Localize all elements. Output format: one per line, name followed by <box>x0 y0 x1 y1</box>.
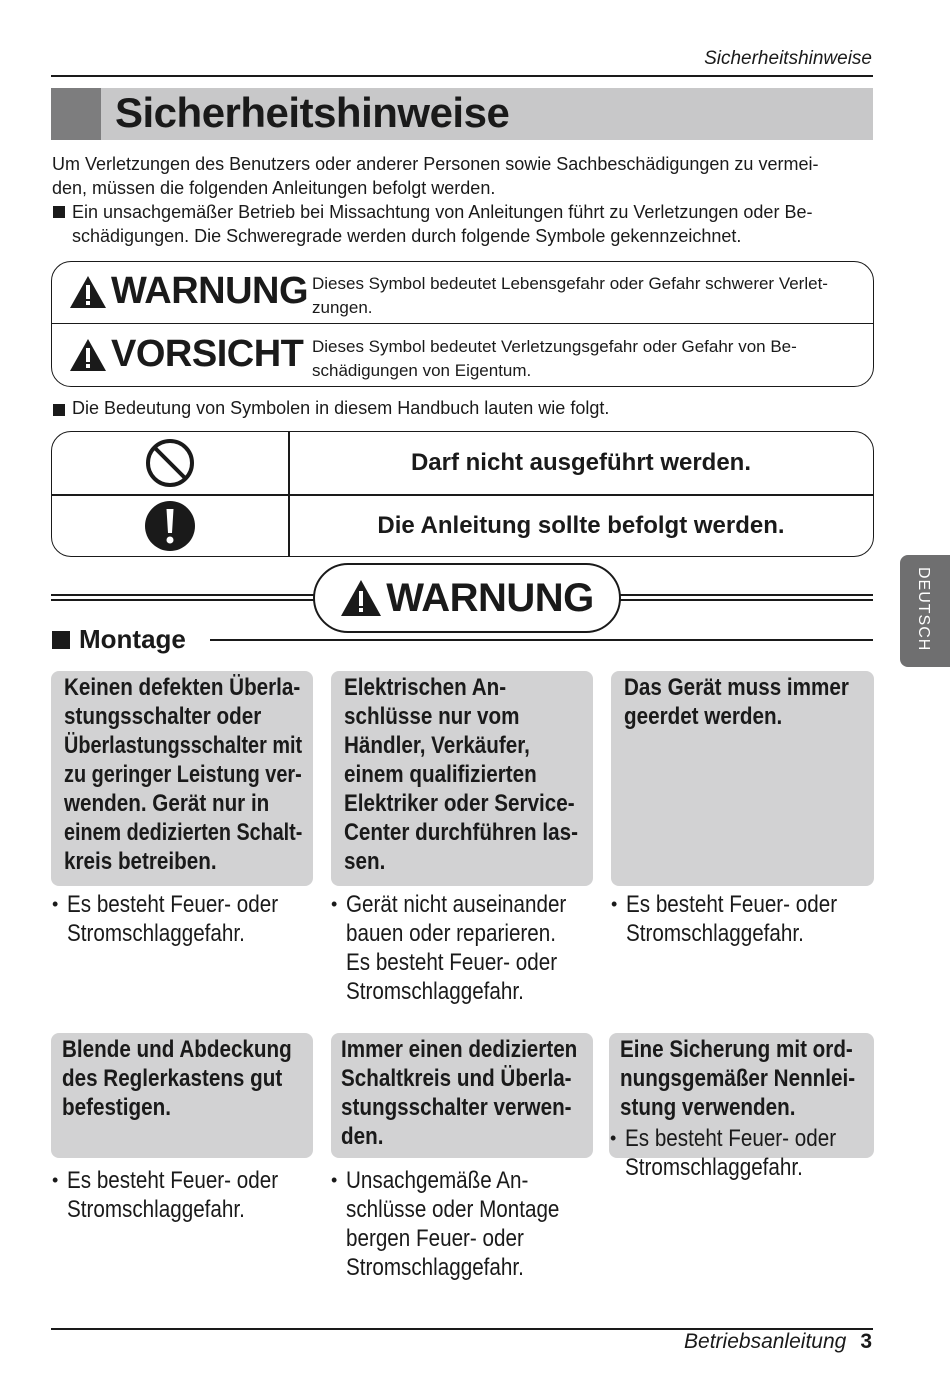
card-note-line: bauen oder reparieren. <box>346 920 556 947</box>
card-title-line: stungsschalter verwen- <box>341 1094 572 1121</box>
card-title-line: Überlastungsschalter mit <box>64 732 303 759</box>
card-note <box>52 1166 312 1224</box>
card-title-line: Händler, Verkäufer, <box>344 732 530 759</box>
symbols-intro-text: Die Bedeutung von Symbolen in diesem Handbuch lauten wie folgt. <box>72 398 610 418</box>
signal-description-line: Dieses Symbol bedeutet Lebensgefahr oder Gefahr schwerer Verlet- <box>312 274 828 293</box>
card-title-line: Eine Sicherung mit ord- <box>620 1036 853 1063</box>
card-note-line: Stromschlaggefahr. <box>67 1196 245 1223</box>
card-note-line: Stromschlaggefahr. <box>346 978 524 1005</box>
page-title: Sicherheitshinweise <box>115 89 510 136</box>
card-title-box <box>331 671 593 886</box>
signal-row-vorsicht <box>52 325 873 387</box>
card-note <box>52 890 312 948</box>
double-rule-right <box>619 594 873 601</box>
prohibition-icon <box>144 437 196 489</box>
warning-triangle-icon <box>340 579 382 617</box>
card-note-line: Stromschlaggefahr. <box>67 920 245 947</box>
intro-line-2: den, müssen die folgenden Anleitungen befolgt werden. <box>52 178 496 198</box>
card-title-line: wenden. Gerät nur in <box>64 790 270 817</box>
card-title-line: einem dedizierten Schalt- <box>64 819 303 846</box>
card-title-line: Blende und Abdeckung <box>62 1036 292 1063</box>
card-title-line: zu geringer Leistung ver- <box>64 761 302 788</box>
title-tab <box>51 88 101 140</box>
warning-banner <box>313 563 621 633</box>
card-note-line: Stromschlaggefahr. <box>625 1154 803 1181</box>
section-heading <box>52 624 186 655</box>
square-bullet-icon <box>53 206 65 218</box>
card-title-line: nungsgemäßer Nennlei- <box>620 1065 856 1092</box>
signal-description <box>312 272 855 320</box>
square-bullet-icon <box>52 631 70 649</box>
card-title-line: stung verwenden. <box>620 1094 796 1121</box>
card-title-line: schlüsse nur vom <box>344 703 520 730</box>
card-title-line: Elektrischen An- <box>344 674 507 701</box>
card-note-line: bergen Feuer- oder <box>346 1225 524 1252</box>
card-title-line: Keinen defekten Überla- <box>64 674 301 701</box>
card-title-line: Elektriker oder Service- <box>344 790 575 817</box>
signal-description-line: zungen. <box>312 298 373 317</box>
warning-triangle-icon <box>69 275 107 309</box>
signal-description <box>312 335 855 383</box>
card-note-line: • Es besteht Feuer- oder <box>625 1125 837 1152</box>
card-title-line: Schaltkreis und Überla- <box>341 1065 572 1092</box>
signal-description-line: schädigungen von Eigentum. <box>312 361 532 380</box>
signal-label <box>69 333 303 376</box>
language-tab-label: DEUTSCH <box>915 567 932 652</box>
signal-word-table <box>51 261 874 387</box>
card-title-box <box>51 1033 313 1158</box>
card-title-box <box>51 671 313 886</box>
card-title-box <box>611 671 874 886</box>
card-title-line: geerdet werden. <box>624 703 783 730</box>
card-note <box>331 890 602 1006</box>
signal-description-line: Dieses Symbol bedeutet Verletzungsgefahr oder Gefahr von Be- <box>312 337 797 356</box>
card-title-line: stungsschalter oder <box>64 703 262 730</box>
card-title-line: einem qualifizierten <box>344 761 537 788</box>
card-note-line: Stromschlaggefahr. <box>346 1254 524 1281</box>
card-title-line: den. <box>341 1123 384 1150</box>
signal-label-text: WARNUNG <box>111 270 309 312</box>
intro-line-1: Um Verletzungen des Benutzers oder anderer Personen sowie Sachbeschädigungen zu vermei- <box>52 154 819 174</box>
card-note-line: Stromschlaggefahr. <box>626 920 804 947</box>
square-bullet-icon <box>53 404 65 416</box>
intro-bullet-line-2: schädigungen. Die Schweregrade werden durch folgende Symbole gekennzeichnet. <box>72 226 742 246</box>
symbol-text: Die Anleitung sollte befolgt werden. <box>377 512 785 539</box>
symbol-cell <box>52 495 288 557</box>
card-note-line: • Es besteht Feuer- oder <box>626 891 838 918</box>
section-title: Montage <box>79 624 186 654</box>
signal-label <box>69 270 308 313</box>
intro-text <box>52 152 872 248</box>
symbol-cell <box>52 432 288 494</box>
symbol-table <box>51 431 874 557</box>
intro-bullet <box>52 200 872 248</box>
signal-row-warnung <box>52 262 873 324</box>
running-header: Sicherheitshinweise <box>704 48 872 69</box>
card-note-line: • Es besteht Feuer- oder <box>67 1167 279 1194</box>
title-bar <box>51 88 873 140</box>
signal-label-text: VORSICHT <box>111 333 304 375</box>
intro-bullet-line-1: Ein unsachgemäßer Betrieb bei Missachtung von Anleitungen führt zu Verletzungen oder Be- <box>72 202 813 222</box>
card-note-line: • Gerät nicht auseinander <box>346 891 567 918</box>
card-note-line: schlüsse oder Montage <box>346 1196 560 1223</box>
card-note-line: • Unsachgemäße An- <box>346 1167 529 1194</box>
card-title-line: Das Gerät muss immer <box>624 674 849 701</box>
warning-banner-text: WARNUNG <box>386 575 594 620</box>
mandatory-exclamation-icon <box>144 500 196 552</box>
warning-triangle-icon <box>69 338 107 372</box>
card-note <box>610 1124 870 1182</box>
card-title-line: kreis betreiben. <box>64 848 217 875</box>
card-title-line: sen. <box>344 848 386 875</box>
card-title-box <box>331 1033 593 1158</box>
card-note <box>331 1166 594 1282</box>
card-note-line: • Es besteht Feuer- oder <box>67 891 279 918</box>
symbol-text: Darf nicht ausgeführt werden. <box>410 449 752 476</box>
card-title-line: Center durchführen las- <box>344 819 578 846</box>
card-note <box>611 890 871 948</box>
language-tab <box>900 555 950 667</box>
card-title-line: befestigen. <box>62 1094 171 1121</box>
footer <box>684 1330 872 1354</box>
section-rule <box>210 639 873 641</box>
footer-label: Betriebsanleitung <box>684 1330 847 1353</box>
page-number: 3 <box>860 1330 872 1353</box>
card-title-line: Immer einen dedizierten <box>341 1036 578 1063</box>
double-rule-left <box>51 594 315 601</box>
card-note-line: Es besteht Feuer- oder <box>346 949 558 976</box>
symbols-intro <box>52 398 609 419</box>
card-title-line: des Reglerkastens gut <box>62 1065 283 1092</box>
header-rule <box>51 75 873 77</box>
